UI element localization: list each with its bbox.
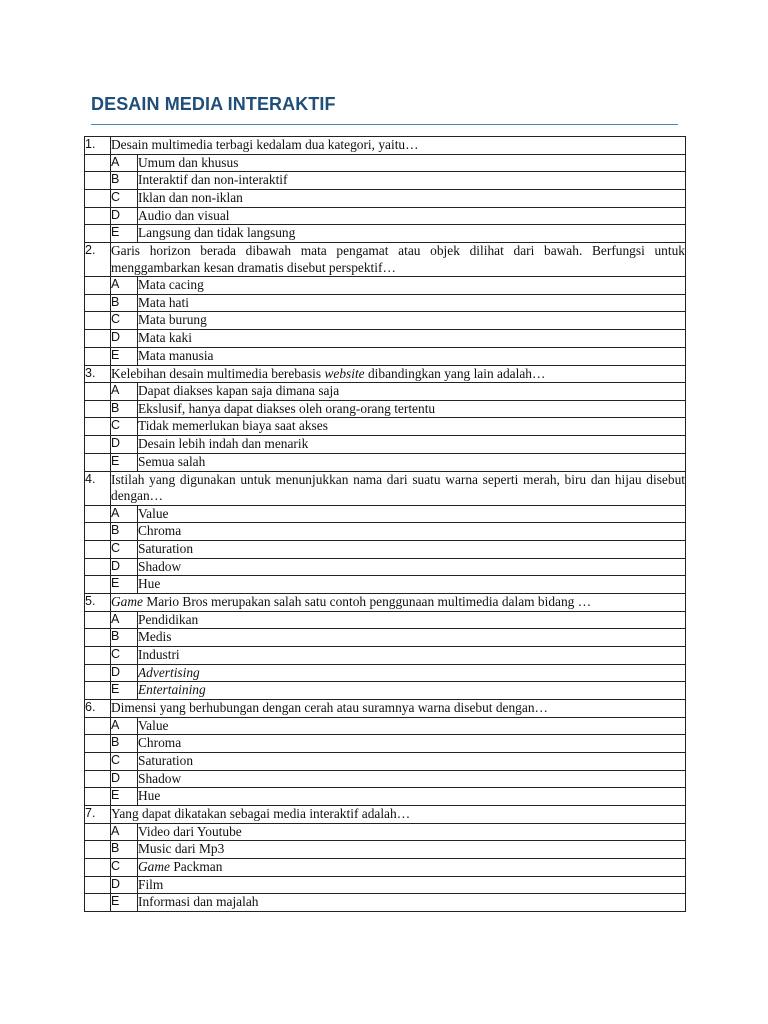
option-text	[138, 225, 686, 243]
option-text	[138, 841, 686, 859]
blank-cell	[85, 540, 111, 558]
blank-cell	[85, 735, 111, 753]
blank-cell	[85, 154, 111, 172]
option-letter: E	[111, 576, 138, 594]
text-run: Hue	[138, 788, 161, 804]
blank-cell	[85, 418, 111, 436]
option-letter: E	[111, 894, 138, 912]
blank-cell	[85, 646, 111, 664]
option-text	[138, 894, 686, 912]
text-run: Garis horizon berada dibawah mata pengamat atau objek dilihat dari bawah. Berfungsi untuk menggambarkan kesan dramatis disebut perspektif…	[111, 243, 685, 275]
blank-cell	[85, 436, 111, 454]
option-row	[85, 664, 686, 682]
option-text	[138, 576, 686, 594]
blank-cell	[85, 770, 111, 788]
blank-cell	[85, 859, 111, 877]
blank-cell	[85, 717, 111, 735]
option-row	[85, 752, 686, 770]
option-text	[138, 717, 686, 735]
option-row	[85, 558, 686, 576]
text-run: Semua salah	[138, 453, 206, 469]
option-letter: C	[111, 646, 138, 664]
text-run: Chroma	[138, 735, 182, 751]
option-text	[138, 876, 686, 894]
option-row	[85, 841, 686, 859]
italic-text: Entertaining	[138, 682, 206, 698]
text-run: Value	[138, 717, 169, 733]
blank-cell	[85, 894, 111, 912]
option-letter: B	[111, 735, 138, 753]
blank-cell	[85, 383, 111, 401]
italic-text: Advertising	[138, 664, 200, 680]
option-letter: A	[111, 277, 138, 295]
option-letter: D	[111, 436, 138, 454]
option-letter: B	[111, 841, 138, 859]
option-letter: D	[111, 330, 138, 348]
text-run: Mata cacing	[138, 277, 204, 293]
option-text	[138, 453, 686, 471]
question-number: 4.	[85, 471, 111, 505]
blank-cell	[85, 876, 111, 894]
question-table	[84, 136, 686, 912]
blank-cell	[85, 207, 111, 225]
option-letter: A	[111, 717, 138, 735]
option-letter: B	[111, 172, 138, 190]
question-number: 6.	[85, 700, 111, 718]
blank-cell	[85, 330, 111, 348]
option-row	[85, 735, 686, 753]
option-letter: A	[111, 154, 138, 172]
option-text	[138, 770, 686, 788]
option-letter: C	[111, 752, 138, 770]
title-underline	[91, 124, 678, 125]
option-row	[85, 277, 686, 295]
question-text	[111, 471, 686, 505]
option-letter: E	[111, 453, 138, 471]
blank-cell	[85, 611, 111, 629]
text-run: Informasi dan majalah	[138, 894, 259, 910]
option-row	[85, 294, 686, 312]
blank-cell	[85, 294, 111, 312]
option-letter: E	[111, 788, 138, 806]
question-row	[85, 137, 686, 155]
option-text	[138, 540, 686, 558]
text-run: Yang dapat dikatakan sebagai media interaktif adalah…	[111, 806, 411, 822]
blank-cell	[85, 277, 111, 295]
text-run: Mario Bros merupakan salah satu contoh penggunaan multimedia dalam bidang …	[142, 594, 592, 610]
option-text	[138, 664, 686, 682]
option-text	[138, 788, 686, 806]
text-run: Saturation	[138, 540, 194, 556]
option-letter: C	[111, 312, 138, 330]
option-text	[138, 189, 686, 207]
option-text	[138, 400, 686, 418]
blank-cell	[85, 629, 111, 647]
option-text	[138, 735, 686, 753]
text-run: Istilah yang digunakan untuk menunjukkan nama dari suatu warna seperti merah, biru dan hijau disebut dengan…	[111, 471, 685, 504]
text-run: Interaktif dan non-interaktif	[138, 172, 288, 188]
option-row	[85, 788, 686, 806]
question-row	[85, 806, 686, 824]
text-run: Hue	[138, 576, 161, 592]
option-text	[138, 172, 686, 190]
option-text	[138, 523, 686, 541]
text-run: Saturation	[138, 752, 194, 768]
text-run: Industri	[138, 646, 180, 662]
question-row	[85, 365, 686, 383]
question-number: 5.	[85, 594, 111, 612]
question-text	[111, 594, 686, 612]
option-text	[138, 312, 686, 330]
question-row	[85, 700, 686, 718]
text-run: Shadow	[138, 770, 182, 786]
option-letter: E	[111, 347, 138, 365]
blank-cell	[85, 225, 111, 243]
option-row	[85, 347, 686, 365]
option-text	[138, 646, 686, 664]
text-run: dibandingkan yang lain adalah…	[364, 365, 546, 381]
option-row	[85, 154, 686, 172]
option-row	[85, 717, 686, 735]
option-row	[85, 540, 686, 558]
text-run: Music dari Mp3	[138, 841, 225, 857]
option-text	[138, 558, 686, 576]
text-run: Iklan dan non-iklan	[138, 189, 243, 205]
option-letter: B	[111, 629, 138, 647]
text-run: Desain multimedia terbagi kedalam dua kategori, yaitu…	[111, 137, 419, 152]
text-run: Shadow	[138, 558, 182, 574]
option-row	[85, 453, 686, 471]
question-text	[111, 365, 686, 383]
option-text	[138, 682, 686, 700]
option-letter: D	[111, 558, 138, 576]
option-row	[85, 418, 686, 436]
option-row	[85, 505, 686, 523]
option-letter: A	[111, 383, 138, 401]
option-row	[85, 207, 686, 225]
blank-cell	[85, 576, 111, 594]
option-row	[85, 646, 686, 664]
option-row	[85, 400, 686, 418]
option-letter: A	[111, 505, 138, 523]
option-letter: D	[111, 664, 138, 682]
question-text	[111, 806, 686, 824]
text-run: Film	[138, 876, 164, 892]
option-text	[138, 277, 686, 295]
option-text	[138, 436, 686, 454]
option-letter: D	[111, 876, 138, 894]
option-row	[85, 189, 686, 207]
option-row	[85, 876, 686, 894]
text-run: Dimensi yang berhubungan dengan cerah atau suramnya warna disebut dengan…	[111, 700, 548, 716]
italic-text: website	[324, 365, 365, 381]
option-text	[138, 752, 686, 770]
option-text	[138, 418, 686, 436]
option-letter: C	[111, 418, 138, 436]
option-text	[138, 629, 686, 647]
option-row	[85, 172, 686, 190]
blank-cell	[85, 823, 111, 841]
italic-text: Game	[111, 594, 143, 610]
option-text	[138, 823, 686, 841]
blank-cell	[85, 400, 111, 418]
option-row	[85, 682, 686, 700]
question-row	[85, 471, 686, 505]
option-row	[85, 894, 686, 912]
text-run: Pendidikan	[138, 611, 199, 627]
option-text	[138, 859, 686, 877]
option-letter: B	[111, 523, 138, 541]
blank-cell	[85, 558, 111, 576]
text-run: Kelebihan desain multimedia berebasis	[111, 365, 325, 381]
blank-cell	[85, 347, 111, 365]
blank-cell	[85, 752, 111, 770]
option-row	[85, 576, 686, 594]
option-text	[138, 505, 686, 523]
option-letter: A	[111, 611, 138, 629]
question-number: 3.	[85, 365, 111, 383]
question-text	[111, 137, 686, 155]
option-row	[85, 523, 686, 541]
text-run: Ekslusif, hanya dapat diakses oleh orang-orang tertentu	[138, 400, 436, 416]
option-letter: E	[111, 682, 138, 700]
question-row	[85, 594, 686, 612]
blank-cell	[85, 523, 111, 541]
option-row	[85, 383, 686, 401]
option-letter: C	[111, 540, 138, 558]
option-letter: C	[111, 189, 138, 207]
option-text	[138, 154, 686, 172]
option-row	[85, 770, 686, 788]
option-row	[85, 859, 686, 877]
option-text	[138, 383, 686, 401]
text-run: Umum dan khusus	[138, 154, 239, 170]
option-text	[138, 347, 686, 365]
text-run: Tidak memerlukan biaya saat akses	[138, 418, 328, 434]
question-text	[111, 243, 686, 277]
option-row	[85, 330, 686, 348]
option-text	[138, 294, 686, 312]
question-number: 2.	[85, 243, 111, 277]
question-text	[111, 700, 686, 718]
option-row	[85, 629, 686, 647]
blank-cell	[85, 172, 111, 190]
option-letter: B	[111, 400, 138, 418]
blank-cell	[85, 453, 111, 471]
text-run: Value	[138, 505, 169, 521]
option-text	[138, 330, 686, 348]
blank-cell	[85, 312, 111, 330]
option-letter: A	[111, 823, 138, 841]
option-row	[85, 611, 686, 629]
text-run: Chroma	[138, 523, 182, 539]
question-row	[85, 243, 686, 277]
text-run: Video dari Youtube	[138, 823, 242, 839]
text-run: Desain lebih indah dan menarik	[138, 436, 309, 452]
text-run: Dapat diakses kapan saja dimana saja	[138, 383, 340, 399]
text-run: Mata manusia	[138, 347, 214, 363]
blank-cell	[85, 682, 111, 700]
question-number: 7.	[85, 806, 111, 824]
option-row	[85, 225, 686, 243]
option-letter: B	[111, 294, 138, 312]
option-row	[85, 312, 686, 330]
blank-cell	[85, 841, 111, 859]
text-run: Packman	[169, 859, 223, 874]
option-text	[138, 611, 686, 629]
option-letter: E	[111, 225, 138, 243]
blank-cell	[85, 664, 111, 682]
blank-cell	[85, 788, 111, 806]
text-run: Mata kaki	[138, 330, 192, 346]
text-run: Medis	[138, 629, 172, 645]
blank-cell	[85, 189, 111, 207]
option-letter: D	[111, 770, 138, 788]
text-run: Langsung dan tidak langsung	[138, 225, 296, 241]
text-run: Mata burung	[138, 312, 207, 328]
option-row	[85, 436, 686, 454]
italic-text: Game	[138, 859, 170, 874]
blank-cell	[85, 505, 111, 523]
question-number: 1.	[85, 137, 111, 155]
option-letter: D	[111, 207, 138, 225]
option-letter: C	[111, 859, 138, 877]
option-row	[85, 823, 686, 841]
text-run: Mata hati	[138, 294, 189, 310]
option-text	[138, 207, 686, 225]
document-title: DESAIN MEDIA INTERAKTIF	[91, 94, 336, 114]
text-run: Audio dan visual	[138, 207, 230, 223]
